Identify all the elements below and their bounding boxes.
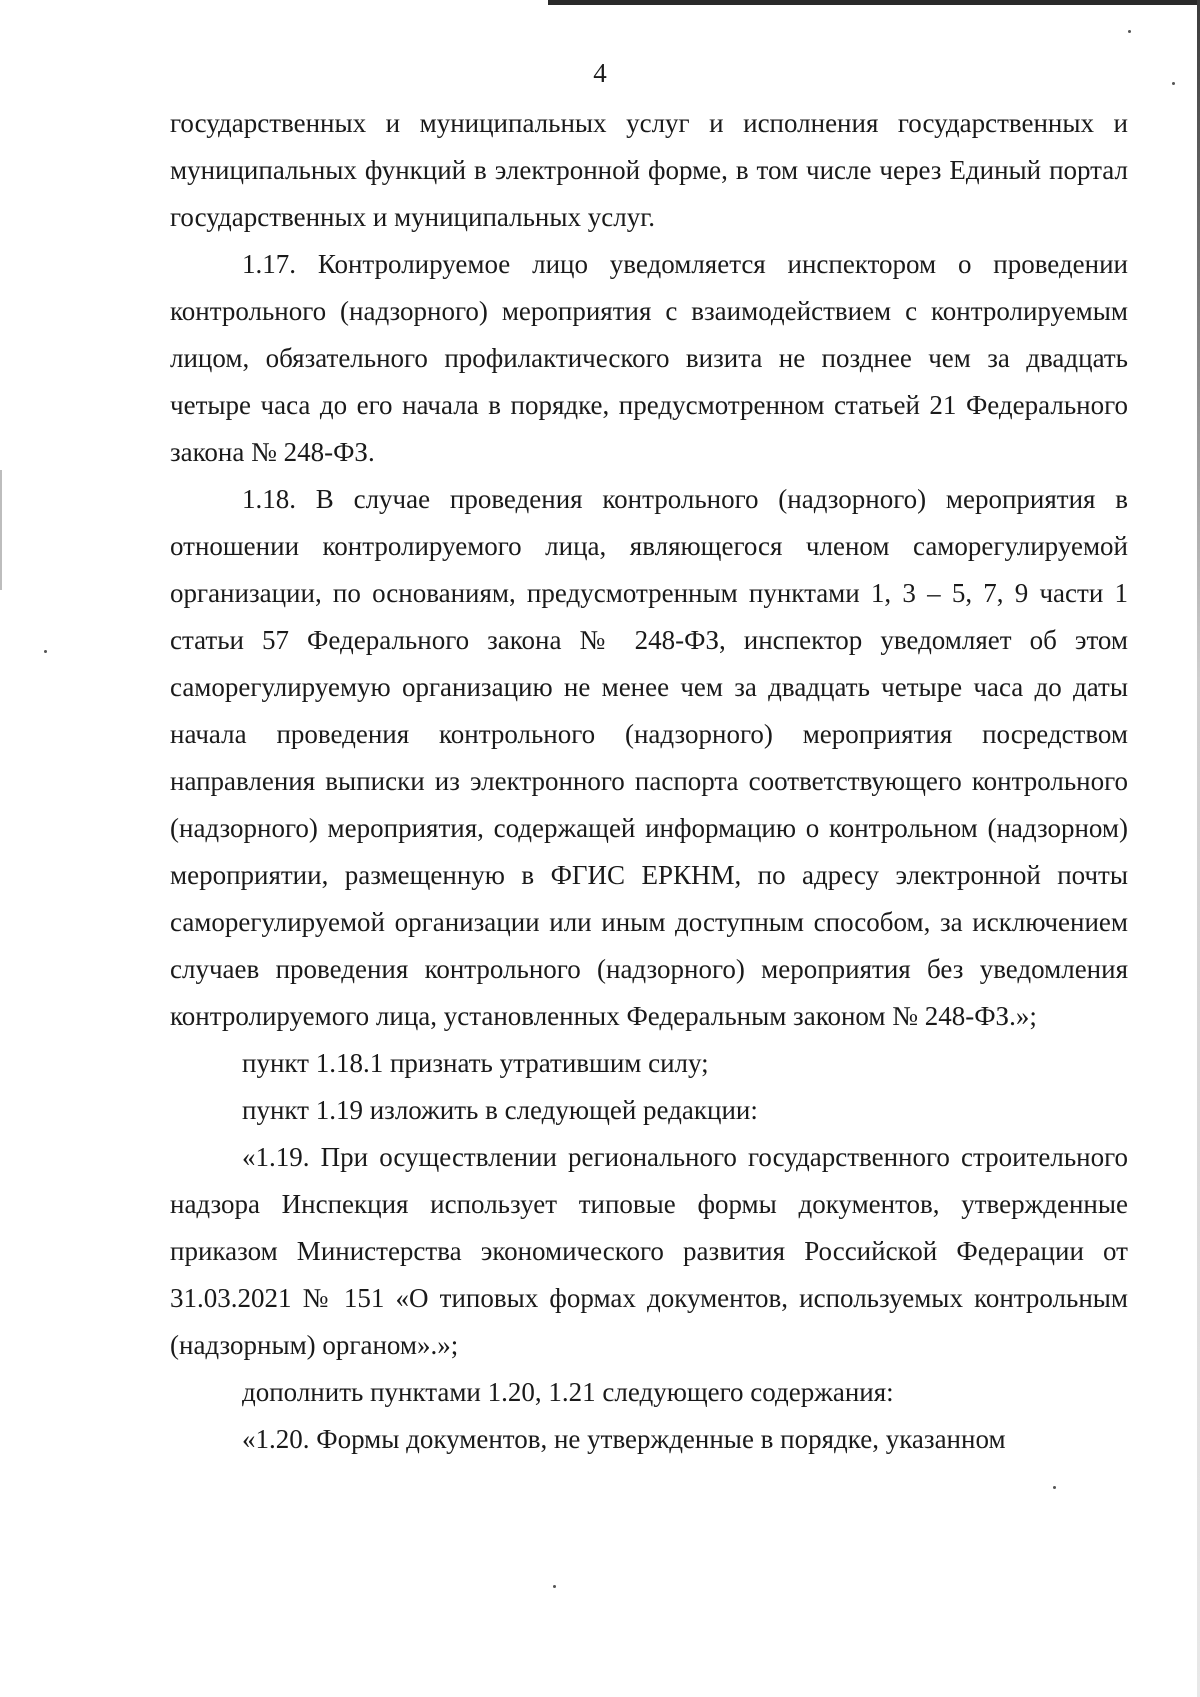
scan-speck <box>553 1585 556 1588</box>
scan-speck <box>1128 30 1131 33</box>
paragraph-add-intro: дополнить пунктами 1.20, 1.21 следующего содержания: <box>242 1377 894 1407</box>
paragraph-continuation: государственных и муниципальных услуг и исполнения государственных и муниципальных функций в электронной форме, в том числе через Единый портал государственных и муниципальных услуг. <box>170 108 1128 232</box>
paragraph-1-19: «1.19. При осуществлении регионального государственного строительного надзора Инспекция использует типовые формы документов, утвержденные приказом Министерства экономического развития Российской Федерации от 31.03.2021 № 151 «О типовых формах документов, используемых контрольным (надзорным) органом».»; <box>170 1142 1128 1360</box>
scan-speck <box>1053 1486 1056 1489</box>
document-body <box>170 100 1128 1463</box>
scan-top-edge <box>548 0 1200 5</box>
page-number: 4 <box>593 58 607 88</box>
paragraph-1-19-intro: пункт 1.19 изложить в следующей редакции: <box>242 1095 758 1125</box>
paragraph-1-18: 1.18. В случае проведения контрольного (надзорного) мероприятия в отношении контролируемого лица, являющегося членом саморегулируемой организации, по основаниям, предусмотренным пунктами 1, 3 – 5, 7, 9 части 1 статьи 57 Федерального закона № 248-ФЗ, инспектор уведомляет об этом саморегулируемую организацию не менее чем за двадцать четыре часа до даты начала проведения контрольного (надзорного) мероприятия посредством направления выписки из электронного паспорта соответствующего контрольного (надзорного) мероприятия, содержащей информацию о контрольном (надзорном) мероприятии, размещенную в ФГИС ЕРКНМ, по адресу электронной почты саморегулируемой организации или иным доступным способом, за исключением случаев проведения контрольного (надзорного) мероприятия без уведомления контролируемого лица, установленных Федеральным законом № 248-ФЗ.»; <box>170 484 1128 1031</box>
paragraph-1-18-1-repeal: пункт 1.18.1 признать утратившим силу; <box>242 1048 709 1078</box>
scan-speck <box>44 650 47 653</box>
paragraph-1-20: «1.20. Формы документов, не утвержденные в порядке, указанном <box>242 1424 1006 1454</box>
paragraph-1-17: 1.17. Контролируемое лицо уведомляется инспектором о проведении контрольного (надзорного) мероприятия с взаимодействием с контролируемым лицом, обязательного профилактического визита не позднее чем за двадцать четыре часа до его начала в порядке, предусмотренном статьей 21 Федерального закона № 248-ФЗ. <box>170 249 1128 467</box>
scan-left-mark <box>0 470 2 590</box>
